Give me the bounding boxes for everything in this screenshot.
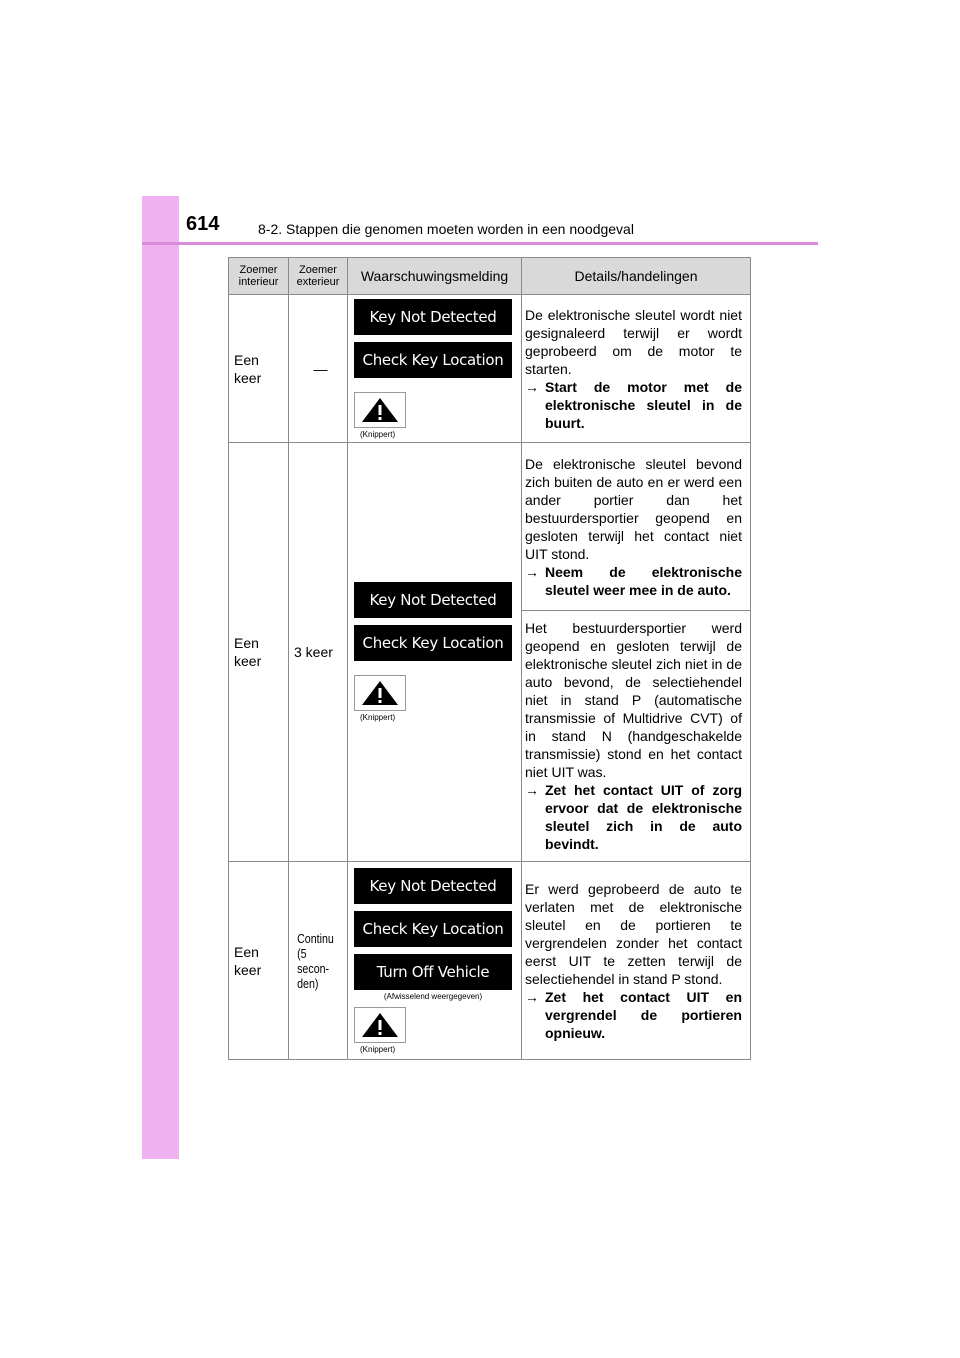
exterior-buzzer-cell (289, 862, 348, 1060)
exterior-buzzer-cell (289, 295, 348, 443)
details-cell (522, 443, 751, 611)
message-cell (348, 443, 522, 862)
col-header-details: Details/handelingen (522, 258, 751, 295)
page-number: 614 (186, 213, 220, 235)
detail-action (525, 988, 742, 1042)
action-text: Start de motor met de elektronische sleutel in de buurt. (545, 378, 742, 431)
col-header-exterior: Zoemer exterieur (289, 258, 348, 295)
detail-description: De elektronische sleutel wordt niet gesignaleerd terwijl er wordt geprobeerd om de motor te starten. (525, 306, 742, 377)
alternate-caption: (Afwisselend weergegeven) (383, 991, 483, 1001)
interior-buzzer-cell: Een keer (229, 862, 289, 1060)
icon-caption: (Knippert) (360, 713, 396, 722)
message-cell (348, 862, 522, 1060)
details-cell (522, 295, 751, 443)
display-screen (354, 299, 512, 378)
arrow-icon: → (525, 988, 539, 1005)
dash: — (313, 360, 328, 377)
screen-line: Check Key Location (354, 911, 512, 947)
screen-line: Check Key Location (354, 625, 512, 661)
arrow-icon: → (525, 378, 539, 395)
col-header-message: Waarschuwingsmelding (348, 258, 522, 295)
exterior-buzzer-text: Continu (5 secon- den) (297, 930, 334, 991)
table-header-row (229, 258, 751, 295)
action-text: Zet het contact UIT en vergrendel de portieren opnieuw. (545, 988, 742, 1041)
icon-caption: (Knippert) (360, 1044, 396, 1054)
detail-action (525, 563, 742, 599)
action-text: Zet het contact UIT of zorg ervoor dat de elektronische sleutel zich in de auto bevindt. (545, 782, 742, 852)
interior-buzzer-cell: Een keer (229, 443, 289, 862)
detail-description: De elektronische sleutel bevond zich buiten de auto en er werd een ander portier dan het bestuurdersportier geopend en gesloten terwijl het contact niet UIT stond. (525, 455, 742, 562)
screen-line: Check Key Location (354, 342, 512, 378)
screen-line: Key Not Detected (354, 582, 512, 618)
display-screen (354, 868, 512, 990)
icon-caption: (Knippert) (360, 429, 396, 439)
arrow-icon: → (525, 563, 539, 580)
warning-triangle-icon (354, 1007, 406, 1043)
arrow-icon: → (525, 782, 539, 798)
side-tab (142, 196, 179, 1159)
detail-description: Het bestuurdersportier werd geopend en gesloten terwijl de elektronische sleutel zich niet in de auto bevond, de selectiehendel niet in stand P (automatische transmissie of Multidrive CVT) of in stand N (handgeschakelde transmissie) stond en het contact niet UIT was. (525, 620, 742, 780)
action-text: Neem de elektronische sleutel weer mee in de auto. (545, 563, 742, 598)
warning-triangle-icon (354, 392, 406, 428)
interior-buzzer-cell: Een keer (229, 295, 289, 443)
table-row (229, 443, 751, 611)
warning-table (228, 257, 751, 1060)
header-rule (142, 242, 818, 245)
exterior-buzzer-cell: 3 keer (289, 443, 348, 862)
warning-triangle-icon (354, 675, 406, 711)
detail-description: Er werd geprobeerd de auto te verlaten met de elektronische sleutel en de portieren te vergrendelen zonder het contact eerst UIT te zetten terwijl de selectiehendel in stand P stond. (525, 880, 742, 987)
section-title: 8-2. Stappen die genomen moeten worden in een noodgeval (258, 221, 634, 237)
display-screen (354, 582, 512, 661)
details-cell (522, 862, 751, 1060)
message-cell (348, 295, 522, 443)
detail-action (525, 781, 742, 853)
screen-line: Turn Off Vehicle (354, 954, 512, 990)
table-row (229, 295, 751, 443)
table-row (229, 862, 751, 1060)
col-header-interior: Zoemer interieur (229, 258, 289, 295)
details-cell (522, 611, 751, 862)
screen-line: Key Not Detected (354, 868, 512, 904)
detail-action (525, 378, 742, 432)
screen-line: Key Not Detected (354, 299, 512, 335)
